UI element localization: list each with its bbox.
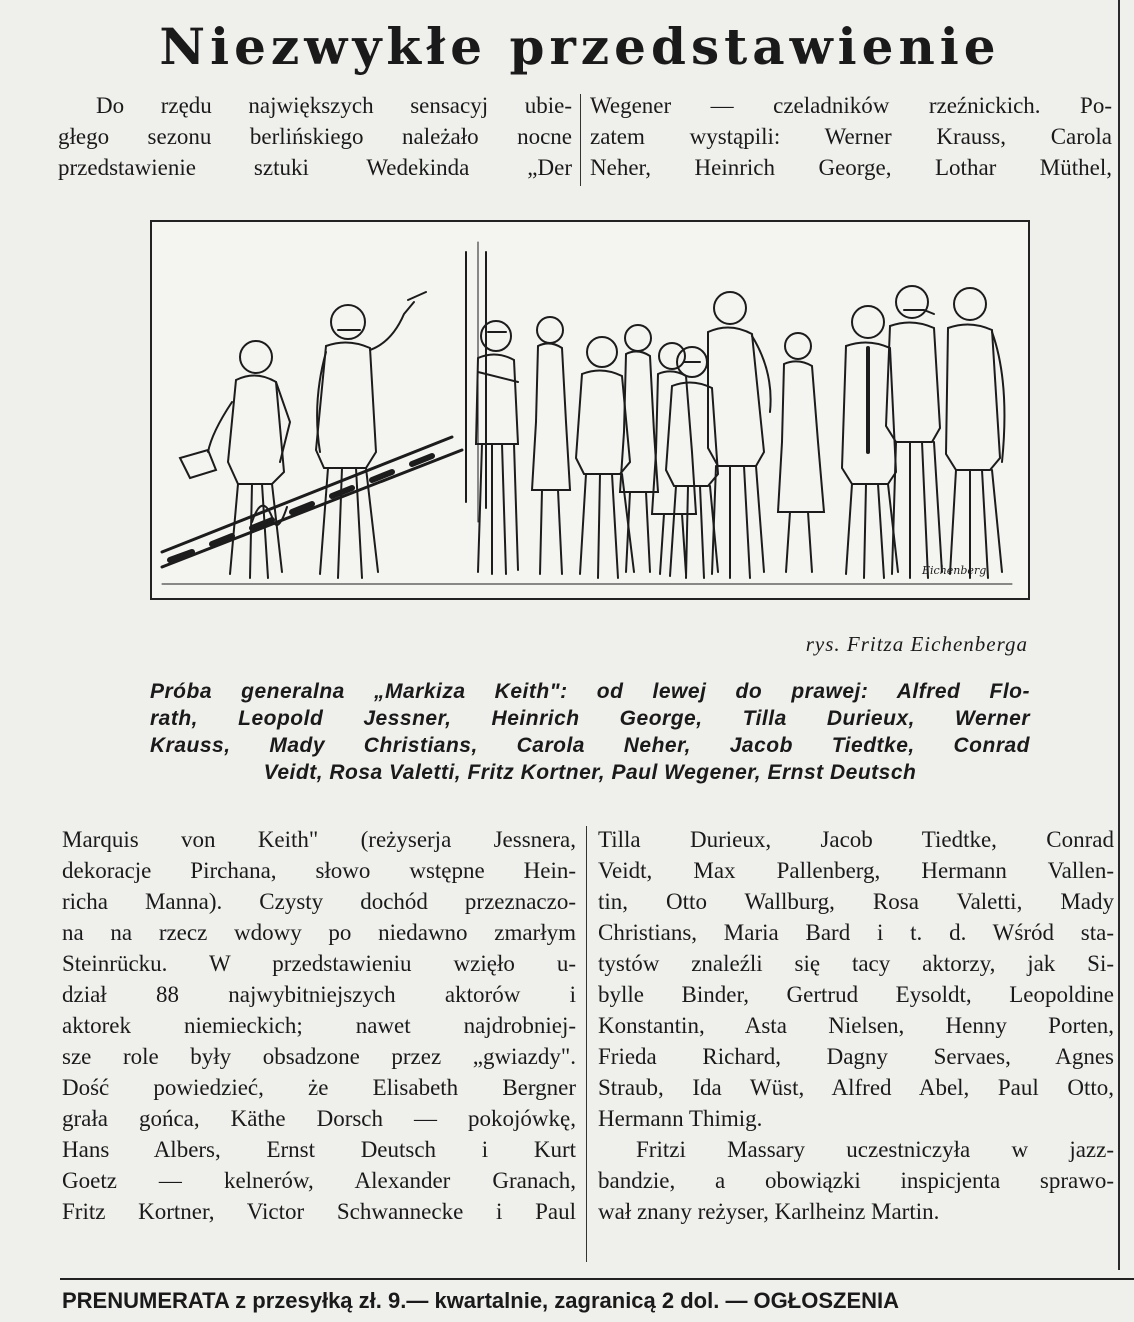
artist-signature: Eichenberg: [922, 564, 987, 577]
text-line: przedstawienie sztuki Wedekinda „Der: [58, 155, 572, 180]
text-line: Veidt, Max Pallenberg, Hermann Vallen-: [598, 858, 1114, 883]
text-line: dział 88 najwybitniejszych aktorów i: [62, 982, 576, 1007]
caption-line: rath, Leopold Jessner, Heinrich George, Tilla Durieux, Werner: [150, 707, 1030, 730]
text-line: dekoracje Pirchana, słowo wstępne Hein-: [62, 858, 576, 883]
body-column-right: [598, 824, 1114, 1227]
column-divider: [580, 94, 581, 186]
text-line: Frieda Richard, Dagny Servaes, Agnes: [598, 1044, 1114, 1069]
text-line: Hermann Thimig.: [598, 1106, 763, 1131]
text-line: na na rzecz wdowy po niedawno zmarłym: [62, 920, 576, 945]
text-line: aktorek niemieckich; nawet najdrobniej-: [62, 1013, 576, 1038]
text-line: Wegener — czeladników rzeźnickich. Po-: [590, 93, 1112, 118]
text-line: Fritz Kortner, Victor Schwannecke i Paul: [62, 1199, 576, 1224]
text-line: głego sezonu berlińskiego należało nocne: [58, 124, 572, 149]
text-line: Straub, Ida Wüst, Alfred Abel, Paul Otto,: [598, 1075, 1114, 1100]
text-line: Fritzi Massary uczestniczyła w jazz-: [636, 1137, 1114, 1162]
caption-line: Próba generalna „Markiza Keith": od lewej do prawej: Alfred Flo-: [150, 680, 1030, 703]
illustration-frame: [150, 220, 1030, 600]
group-of-actors-drawing: [152, 222, 1028, 598]
text-line: grała gońca, Käthe Dorsch — pokojówkę,: [62, 1106, 576, 1131]
subscription-footer: PRENUMERATA z przesyłką zł. 9.— kwartalnie, zagranicą 2 dol. — OGŁOSZENIA: [62, 1288, 900, 1313]
text-line: Do rzędu największych sensacyj ubie-: [96, 93, 572, 118]
text-line: wał znany reżyser, Karlheinz Martin.: [598, 1199, 940, 1224]
text-line: tin, Otto Wallburg, Rosa Valetti, Mady: [598, 889, 1114, 914]
text-line: bandzie, a obowiązki inspicjenta sprawo-: [598, 1168, 1114, 1193]
text-line: Hans Albers, Ernst Deutsch i Kurt: [62, 1137, 576, 1162]
illustration-credit: rys. Fritza Eichenberga: [805, 632, 1028, 656]
text-line: richa Manna). Czysty dochód przeznaczo-: [62, 889, 576, 914]
footer-rule: [60, 1278, 1134, 1280]
text-line: sze role były obsadzone przez „gwiazdy".: [62, 1044, 576, 1069]
intro-column-left: [58, 90, 572, 183]
headline: Niezwykłe przedstawienie: [159, 17, 1001, 76]
text-line: Tilla Durieux, Jacob Tiedtke, Conrad: [598, 827, 1114, 852]
text-line: Steinrücku. W przedstawieniu wzięło u-: [62, 951, 576, 976]
text-line: tystów znaleźli się tacy aktorzy, jak Si-: [598, 951, 1114, 976]
text-line: Marquis von Keith" (reżyserja Jessnera,: [62, 827, 576, 852]
intro-column-right: [590, 90, 1112, 183]
text-line: Christians, Maria Bard i t. d. Wśród sta-: [598, 920, 1114, 945]
body-column-left: [62, 824, 576, 1227]
column-divider: [586, 826, 587, 1262]
text-line: bylle Binder, Gertrud Eysoldt, Leopoldine: [598, 982, 1114, 1007]
page-edge-rule: [1118, 0, 1120, 1270]
illustration-caption: [150, 678, 1030, 786]
caption-line: Krauss, Mady Christians, Carola Neher, Jacob Tiedtke, Conrad: [150, 734, 1030, 757]
caption-line: Veidt, Rosa Valetti, Fritz Kortner, Paul Wegener, Ernst Deutsch: [263, 761, 917, 784]
text-line: Konstantin, Asta Nielsen, Henny Porten,: [598, 1013, 1114, 1038]
text-line: Dość powiedzieć, że Elisabeth Bergner: [62, 1075, 576, 1100]
text-line: zatem wystąpili: Werner Krauss, Carola: [590, 124, 1112, 149]
text-line: Goetz — kelnerów, Alexander Granach,: [62, 1168, 576, 1193]
text-line: Neher, Heinrich George, Lothar Müthel,: [590, 155, 1112, 180]
